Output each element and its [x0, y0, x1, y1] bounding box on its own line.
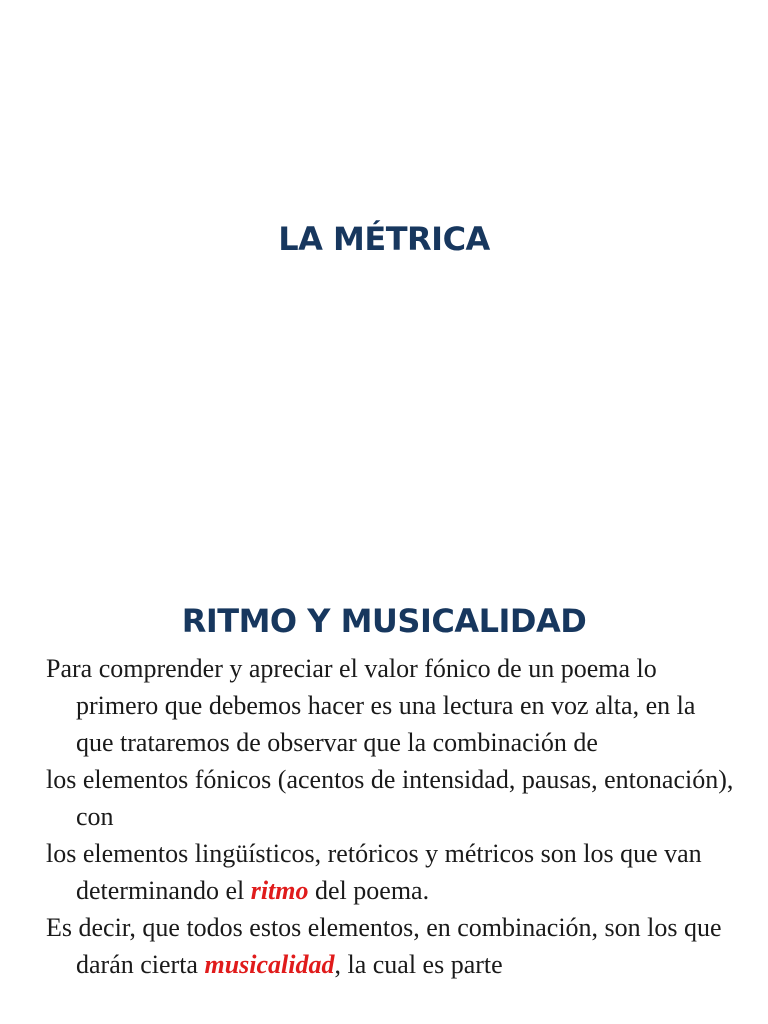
slide-title: LA MÉTRICA [278, 220, 490, 258]
paragraph-musicality [46, 909, 736, 983]
paragraph-rhythm [46, 835, 736, 909]
paragraph-text-after: , la cual es parte [334, 950, 503, 979]
slide-heading: RITMO Y MUSICALIDAD [181, 602, 587, 640]
paragraph-text-before: los elementos lingüísticos, retóricos y métricos son los que van determinando el [46, 839, 702, 905]
paragraph-phonic-elements [46, 761, 736, 835]
keyword-musicalidad: musicalidad [204, 950, 335, 979]
body-text [46, 650, 736, 983]
keyword-ritmo: ritmo [250, 876, 309, 905]
paragraph-text: Para comprender y apreciar el valor fónico de un poema lo primero que debemos hacer es una lectura en voz alta, en la que trataremos de observar que la combinación de [46, 654, 696, 757]
content-slide [0, 576, 768, 1024]
paragraph-text-before: Es decir, que todos estos elementos, en combinación, son los que darán cierta [46, 913, 722, 979]
paragraph-text-after: del poema. [308, 876, 430, 905]
paragraph-text: los elementos fónicos (acentos de intensidad, pausas, entonación), con [46, 765, 734, 831]
paragraph-intro [46, 650, 736, 761]
